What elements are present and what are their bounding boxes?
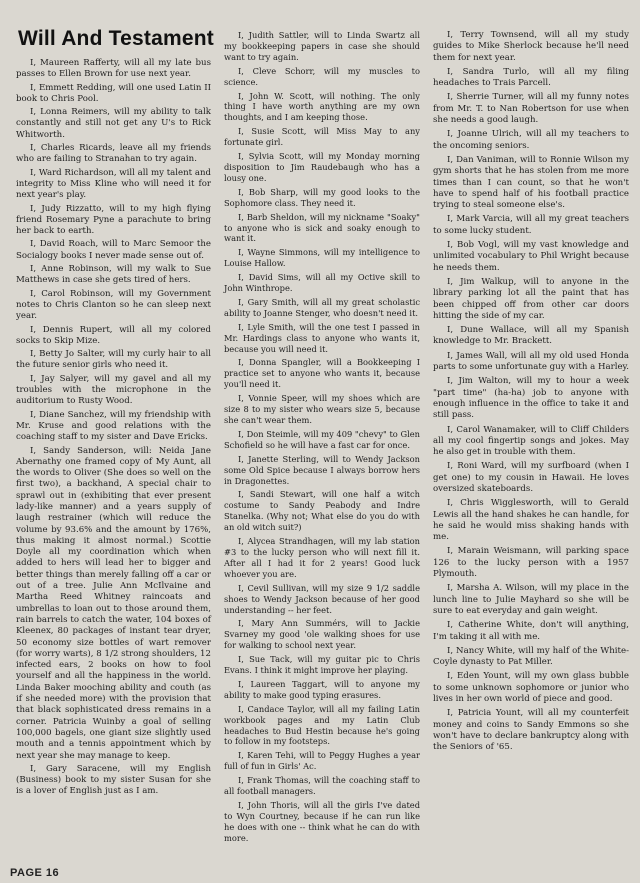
will-entry: I, Gary Smith, will all my great scholastic ability to Joanne Stenger, who doesn't need it. — [224, 296, 420, 318]
will-entry: I, Dan Vaniman, will to Ronnie Wilson my gym shorts that he has stolen from me more times than I can count, so that he won't have to spend half of his football practice trying to steal someone else's. — [433, 154, 629, 211]
will-entry: I, Sue Tack, will my guitar pic to Chris Evans. I think it might improve her playing. — [224, 654, 420, 676]
will-entry: I, Eden Yount, will my own glass bubble to some unknown sophomore or junior who lives in her own world of piece and good. — [433, 671, 629, 705]
page-number: PAGE 16 — [10, 867, 60, 879]
will-entry: I, Jim Walkup, will to anyone in the library parking lot all the paint that has been chipped off from other car doors hitting the side of my car. — [433, 276, 629, 321]
column-3 — [433, 30, 629, 757]
column-1 — [16, 58, 211, 800]
will-entry: I, Jay Salyer, will my gavel and all my troubles with the microphone in the auditorium to Rusty Wood. — [16, 373, 211, 407]
will-entry: I, Mary Ann Summérs, will to Jackie Svarney my good 'ole walking shoes for use for walking to school next year. — [224, 618, 420, 651]
will-entry: I, Charles Ricards, leave all my friends who are failing to Stranahan to try again. — [16, 143, 211, 165]
will-entry: I, Sandi Stewart, will one half a witch costume to Sandy Peabody and Indre Stanelka. (Why not; What else do you do with an old witch suit?) — [224, 489, 420, 533]
will-entry: I, Dennis Rupert, will all my colored socks to Skip Mize. — [16, 324, 211, 346]
will-entry: I, Judy Rizzatto, will to my high flying friend Rosemary Pyne a parachute to bring her back to earth. — [16, 203, 211, 237]
will-entry: I, Marsha A. Wilson, will my place in the lunch line to Julie Mayhard so she will be sure to eat everyday and gain weight. — [433, 583, 629, 616]
will-entry: I, Marain Weismann, will parking space 126 to the lucky person with a 1957 Plymouth. — [433, 546, 629, 580]
will-entry: I, Nancy White, will my half of the White-Coyle dynasty to Pat Miller. — [433, 645, 629, 668]
will-entry: I, Roni Ward, will my surfboard (when I get one) to my cousin in Hawaii. He loves oversized skateboards. — [433, 461, 629, 494]
will-entry: I, Sylvia Scott, will my Monday morning disposition to Jim Raudebaugh who has a lousy one. — [224, 151, 420, 183]
will-entry: I, John W. Scott, will nothing. The only thing I have worth anything are my own thoughts, and I am keeping those. — [224, 90, 420, 123]
will-entry: I, Frank Thomas, will the coaching staff to all football managers. — [224, 775, 420, 797]
will-entry: I, Terry Townsend, will all my study guides to Mike Sherlock because he'll need them for next year. — [433, 30, 629, 63]
will-entry: I, Jim Walton, will my to hour a week "part time" (ha-ha) job to anyone with enough influence in the office to take it and still pass. — [433, 376, 629, 421]
will-entry: I, Susie Scott, will Miss May to any fortunate girl. — [224, 126, 420, 148]
will-entry: I, Mark Varcia, will all my great teachers to some lucky student. — [433, 214, 629, 236]
will-entry: I, Cleve Schorr, will my muscles to science. — [224, 65, 420, 87]
will-entry: I, Chris Wigglesworth, will to Gerald Lewis all the hand shakes he can handle, for he said he would miss shaking hands with me. — [433, 498, 629, 543]
will-entry: I, Wayne Simmons, will my intelligence to Louise Hallow. — [224, 247, 420, 269]
will-entry: I, Janette Sterling, will to Wendy Jackson some Old Spice because I always borrow hers in Dragonettes. — [224, 453, 420, 486]
will-entry: I, Ward Richardson, will all my talent and integrity to Miss Kline who will need it for next year's play. — [16, 167, 212, 201]
will-entry: I, Judith Sattler, will to Linda Swartz all my bookkeeping papers in case she should want to try again. — [224, 30, 420, 62]
will-entry: I, Candace Taylor, will all my failing Latin workbook pages and my Latin Club headaches to Bud Hestin because he's going to follow in my footsteps. — [224, 703, 420, 747]
will-entry: I, Karen Tehi, will to Peggy Hughes a year full of fun in Girls' Ac. — [224, 750, 420, 772]
will-entry: I, Vonnie Speer, will my shoes which are size 8 to my sister who wears size 5, because she can't wear them. — [224, 393, 420, 425]
will-entry: I, David Sims, will all my Octive skill to John Winthrope. — [224, 272, 420, 294]
will-entry: I, Anne Robinson, will my walk to Sue Matthews in case she gets tired of hers. — [16, 264, 211, 286]
will-entry: I, Patricia Yount, will all my counterfeit money and coins to Sandy Emmons so she won't have to declare bankruptcy along with the Seniors of '65. — [433, 708, 629, 753]
will-entry: I, Betty Jo Salter, will my curly hair to all the future senior girls who need it. — [16, 349, 211, 371]
will-entry: I, Sherrie Turner, will all my funny notes from Mr. T. to Nan Robertson for use when she needs a good laugh. — [433, 92, 629, 126]
will-entry: I, Donna Spangler, will a Bookkeeping I practice set to anyone who wants it, because you'll need it. — [224, 357, 420, 390]
will-entry: I, Sandy Sanderson, will: Neida Jane Abernathy one framed copy of My Aunt, all the words to Oliver (She does so well on the first two), a backhand, A special chair to sprawl out in (exhibiting that ever present lady-like manner) and a years supply of laugh restrainer (which will reduce the volume by 93.6% and the amount by 176%, thus making it almost normal.) Scottie Doyle all my coordination which when added to hers will lead her to bigger and better things than merely falling off a car or out of a tree. Julie Ann McIlvaine and Martha Reed Whitney raincoats and umbrellas to loan out to those around them, rain barrels to catch the water, 104 boxes of Kleenex, 80 packages of instant tear dryer, 50 economy size bottles of wart remover (for worry warts), 8 1/2 strong shoulders, 12 infected ears, 2 books on how to fool yourself and all the happiness in the world. Linda Baker mooching ability and couth (as if she needed more) with the provision that that black sophisticated dress remains in a corner. Patricia Wuinby a goal of selling 100,000 bagels, one giant size slightly used mouth and a tennis appointment which by next year she may manage to keep. — [16, 445, 211, 761]
will-entry: I, James Wall, will all my old used Honda parts to some unfortunate guy with a Harley. — [433, 350, 629, 373]
will-entry: I, Maureen Rafferty, will all my late bus passes to Ellen Brown for use next year. — [16, 58, 211, 80]
will-entry: I, Alycea Strandhagen, will my lab station #3 to the lucky person who will next fill it. After all I had it for 2 years! Good luck whoever you are. — [224, 536, 420, 579]
will-entry: I, Barb Sheldon, will my nickname "Soaky" to anyone who is sick and soaky enough to want it. — [224, 211, 420, 244]
will-entry: I, Emmett Redding, will one used Latin II book to Chris Pool. — [16, 82, 211, 104]
will-entry: I, Sandra Turlo, will all my filing headaches to Trais Parcell. — [433, 66, 629, 89]
will-entry: I, John Thoris, will all the girls I've dated to Wyn Courtney, because if he can run like he does with one -- think what he can do with more. — [224, 800, 420, 843]
will-entry: I, Catherine White, don't will anything, I'm taking it all with me. — [433, 620, 629, 642]
will-entry: I, Joanne Ulrich, will all my teachers to the oncoming seniors. — [433, 129, 629, 151]
will-entry: I, Carol Wanamaker, will to Cliff Childers all my cool fingertip songs and jokes. May he also get in trouble with them. — [433, 424, 629, 458]
will-entry: I, Carol Robinson, will my Government notes to Chris Clanton so he can sleep next year. — [16, 288, 211, 322]
will-entry: I, Diane Sanchez, will my friendship with Mr. Kruse and good relations with the coaching staff to my sister and Dave Ericks. — [16, 409, 211, 443]
column-2 — [224, 30, 420, 847]
will-entry: I, David Roach, will to Marc Semoor the Socialogy books I never made sense out of. — [16, 239, 211, 261]
will-entry: I, Cevil Sullivan, will my size 9 1/2 saddle shoes to Wendy Jackson because of her good understanding -- her feet. — [224, 582, 420, 615]
will-entry: I, Laureen Taggart, will to anyone my ability to make good typing erasures. — [224, 678, 420, 700]
will-entry: I, Dune Wallace, will all my Spanish knowledge to Mr. Brackett. — [433, 325, 629, 347]
will-entry: I, Lyle Smith, will the one test I passed in Mr. Hardings class to anyone who wants it, because you will need it. — [224, 321, 420, 354]
will-entry: I, Don Steimle, will my 409 "chevy" to Glen Schofield so he will have a fast car for once. — [224, 428, 420, 450]
will-entry: I, Bob Vogl, will my vast knowledge and unlimited vocabulary to Phil Wright because he needs them. — [433, 240, 629, 273]
will-entry: I, Gary Saracene, will my English (Business) book to my sister Susan for she is a lover of English just as I am. — [16, 763, 211, 797]
page-title: Will And Testament — [18, 27, 214, 50]
will-entry: I, Bob Sharp, will my good looks to the Sophomore class. They need it. — [224, 186, 420, 208]
will-entry: I, Lonna Reimers, will my ability to talk constantly and still not get any U's to Rick Whitworth. — [16, 107, 211, 140]
